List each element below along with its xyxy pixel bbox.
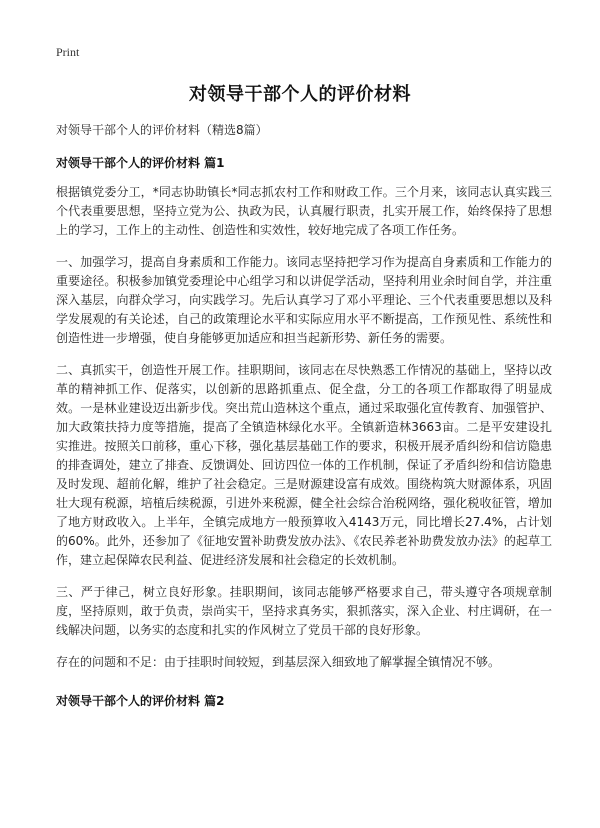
document-subtitle: 对领导干部个人的评价材料（精选8篇） [56, 123, 268, 137]
section-heading-2: 对领导干部个人的评价材料 篇2 [56, 694, 225, 708]
paragraph-issues: 存在的问题和不足：由于挂职时间较短，到基层深入细致地了解掌握全镇情况不够。 [56, 655, 501, 669]
section-heading-1: 对领导干部个人的评价材料 篇1 [56, 156, 225, 170]
page-title: 对领导干部个人的评价材料 [189, 84, 411, 105]
paragraph-discipline: 三、严于律己，树立良好形象。挂职期间，该同志能够严格要求自己，带头遵守各项规章制度，坚持原则，敢于负责，崇尚实干，坚持求真务实，狠抓落实，深入企业、村庄调研，在一线解决问题，以务实的态度和扎实的作风树立了党员干部的良好形象。 [56, 585, 552, 637]
document-body [56, 121, 552, 721]
paragraph-work: 二、真抓实干，创造性开展工作。挂职期间，该同志在尽快熟悉工作情况的基础上，坚持以改革的精神抓工作、促落实，以创新的思路抓重点、促全盘，分工的各项工作都取得了明显成效。一是林业建设迈出新步伐。突出荒山造林这个重点，通过采取强化宣传教育、加强管护、加大政策扶持力度等措施，提高了全镇造林绿化水平。全镇新造林3663亩。二是平安建设扎实推进。按照关口前移，重心下移，强化基层基础工作的要求，积极开展矛盾纠纷和信访隐患的排查调处，建立了排查、反馈调处、回访四位一体的工作机制，保证了矛盾纠纷和信访隐患及时发现、超前化解，维护了社会稳定。三是财源建设富有成效。围绕构筑大财源体系，巩固壮大现有税源，培植后续税源，引进外来税源，健全社会综合治税网络，强化税收征管，增加了地方财政收入。上半年，全镇完成地方一般预算收入4143万元，同比增长27.4%，占计划的60%。此外，还参加了《征地安置补助费发放办法》、《农民养老补助费发放办法》的起草工作，建立起保障农民利益、促进经济发展和社会稳定的长效机制。 [56, 363, 552, 567]
paragraph-study: 一、加强学习，提高自身素质和工作能力。该同志坚持把学习作为提高自身素质和工作能力的重要途径。积极参加镇党委理论中心组学习和以讲促学活动，坚持利用业余时间自学，并注重深入基层，向群众学习，向实践学习。先后认真学习了邓小平理论、三个代表重要思想以及科学发展观的有关论述，自己的政策理论水平和实际应用水平不断提高，工作预见性、系统性和创造性进一步增强，使自身能够更加适应和担当起新形势、新任务的需要。 [56, 255, 552, 345]
paragraph-intro: 根据镇党委分工，*同志协助镇长*同志抓农村工作和财政工作。三个月来，该同志认真实践三个代表重要思想，坚持立党为公、执政为民，认真履行职责，扎实开展工作，始终保持了思想上的学习，工作上的主动性、创造性和实效性，较好地完成了各项工作任务。 [56, 185, 552, 237]
print-link[interactable]: Print [56, 45, 80, 59]
